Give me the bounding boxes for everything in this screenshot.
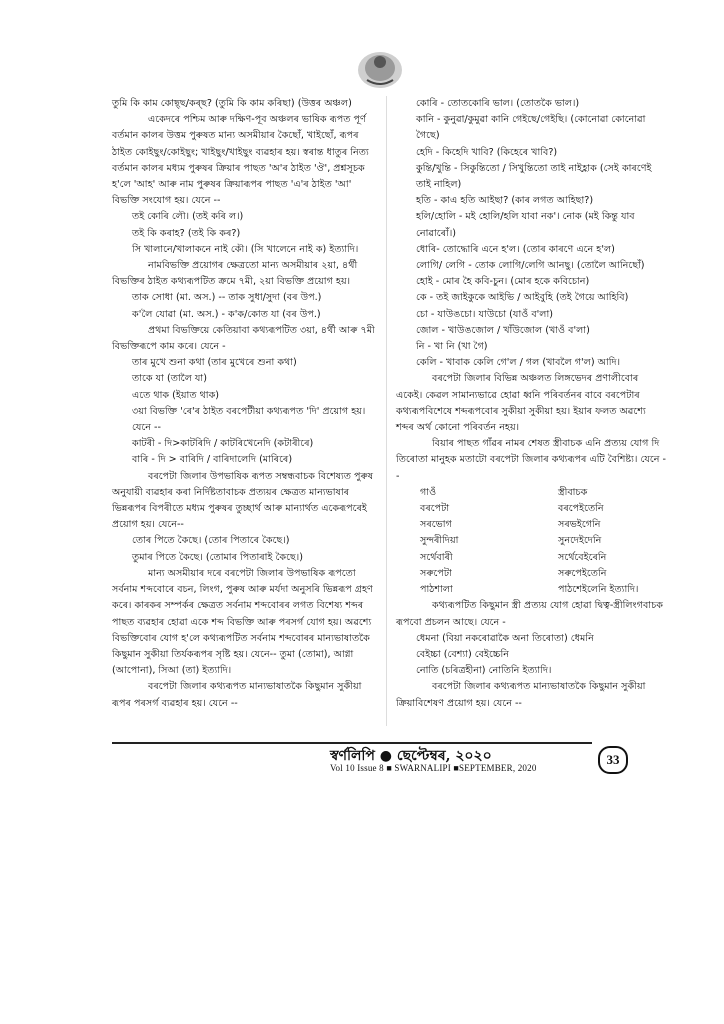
footer-issue-line: Vol 10 Issue 8 ■ SWARNALIPI ■SEPTEMBER, 2020 <box>330 763 537 773</box>
paragraph: কোৰি - তোতকোৰি ভাল। (তোতকৈ ভাল।) <box>416 98 580 109</box>
paragraph: বাৰি - দি > বাৰিদি / বাৰিদালেদি (মাৰিৰে) <box>132 454 293 466</box>
paragraph: তাৰ মুখে শুনা কথা (তাৰ মুখেৰে শুনা কথা) <box>132 357 297 369</box>
paragraph: বেইচ্চা (বেশ্যা) বেইচ্চেনি <box>416 648 510 660</box>
paragraph: মান্য অসমীয়াৰ দৰে বৰপেটা জিলাৰ উপভাষিক ৰূপতো সৰ্বনাম শব্দবোৰে বচন, লিংগ, পুৰুষ আৰু মৰ্যদা অনুসৰি ভিন্নৰূপ গ্ৰহণ কৰে। কাৰকৰ সম্পৰ্কৰ ক্ষেত্ৰত সৰ্বনাম শব্দবোৰৰ লগত বিশেষ্য শব্দৰ পাছত ব্যৱহাৰ হোৱা একে শব্দ বিভক্তি আৰু পৰসৰ্গ যোগ হয়। অৱশ্যে বিভক্তিবোৰ যোগ হ'লে কথ্যৰূপটিত সৰ্বনাম শব্দবোৰৰ মান্যভাষাতকৈ কিছুমান সুকীয়া তিৰ্যকৰূপৰ সৃষ্টি হয়। যেনে-- তুমা (তোমা), আগ্না (আপোনা), সিআ (তা) ইত্যাদি। <box>112 567 373 677</box>
paragraph: একেদৰে পশ্চিম আৰু দক্ষিণ-পূব অঞ্চলৰ ভাষিক ৰূপত পূৰ্ণ বৰ্তমান কালৰ উত্তম পুৰুষত মান্য অসমীয়াৰ কৈছোঁ, খাইছোঁ, ৰূপৰ ঠাইত কোইছুং/কোইছুং; খাইছুং/খাইছুং ব্যৱহাৰ হয়। স্বৰান্ত ধাতুৰ নিত্য বৰ্তমান কালৰ মধ্যম পুৰুষৰ ক্ৰিয়াৰ পাছত 'অ'ৰ ঠাইত 'ঔ', প্ৰশ্নসূচক হ'লে 'আহ' আৰু নাম পুৰুষৰ ক্ৰিয়াৰূপৰ পাছত 'এ'ৰ ঠাইত 'আ' বিভক্তি সংযোগ হয়। যেনে -- <box>112 114 369 207</box>
table-header: স্ত্ৰীবাচক <box>558 486 588 498</box>
paragraph: বৰপেটা জিলাৰ কথ্যৰূপত মান্যভাষাতকৈ কিছুমান সুকীয়া ক্ৰিয়াবিশেষণ প্ৰয়োগ হয়। যেনে -- <box>396 681 646 709</box>
paragraph: তই কি কৰাহ? (তই কি কৰ?) <box>132 227 241 239</box>
paragraph: ধোৰি- তোদ্ধোৰি এনে হ'ল। (তোৰ কাৰণে এনে হ'ল) <box>416 243 615 255</box>
right-column-part-a <box>396 96 666 485</box>
paragraph: তই কোৰি লৌ। (তই কৰি ল।) <box>132 211 244 223</box>
paragraph: ক'লৈ যোৱা (মা. অস.) - ক'ক/কোত যা (বৰ উপ.) <box>132 308 321 320</box>
sage-illustration-icon <box>355 48 405 90</box>
paragraph: বৰপেটা জিলাৰ কথ্যৰূপত মান্যভাষাতকৈ কিছুমান সুকীয়া ৰূপৰ পৰসৰ্গ ব্যৱহাৰ হয়। যেনে -- <box>112 681 362 709</box>
paragraph: নি - খা নি (খা গৈ) <box>416 341 488 353</box>
paragraph: তুমি কি কাম কোছ্ছ/কৰ্‌ছ? (তুমি কি কাম কৰিছা) (উত্তৰ অঞ্চল) <box>112 98 352 109</box>
table-cell: সুন্দৰীদিয়া <box>420 535 459 547</box>
paragraph: ধেমনা (বিয়া নকৰোৱাকৈ অনা তিৰোতা) ধেমনি <box>416 632 594 644</box>
paragraph: কুন্তি/খুন্তি - সিকুন্তিতো / সিখুন্তিতো তাই নাইহ্লাক (সেই কাৰণেই তাই নাহিল) <box>416 162 652 191</box>
paragraph: তোৰ পিতে কৈছে। (তোৰ পিতাৰে কৈছে।) <box>132 535 290 547</box>
paragraph: তাকে যা (তালৈ যা) <box>132 373 207 385</box>
table-cell: সুনদেইদেনি <box>558 535 602 547</box>
footer-title: স্বৰ্ণলিপি ● ছেপ্টেম্বৰ, ২০২০ <box>330 748 492 764</box>
table-cell: সৰভোগ <box>420 519 452 531</box>
paragraph: লোগি/ লেগি - তোক লোগি/লেগি আনছু। (তোলৈ আনিছোঁ) <box>416 260 645 272</box>
paragraph: প্ৰথমা বিভক্তিয়ে কেতিয়াবা কথ্যৰূপটিত ৩য়া, ৪ৰ্থী আৰু ৭মী বিভক্তিৰূপে কাম কৰে। যেনে - <box>112 324 375 353</box>
paragraph: এতে থাক (ইয়াত থাক) <box>132 389 220 401</box>
right-column-part-b <box>396 598 666 711</box>
paragraph: কাটৰী - দি>কাটৰিদি / কাটৰিখেনেদি (কটাৰীৰে) <box>132 438 314 450</box>
paragraph: নোতি (চৰিত্ৰহীনা) নোতিনি ইত্যাদি। <box>416 665 552 677</box>
paragraph: সি খালানে/খালাকনে নাই কৌ। (সি খালেনে নাই ক) ইত্যাদি। <box>132 243 359 255</box>
left-column <box>112 96 380 712</box>
table-cell: বৰপেইতেনি <box>558 503 604 515</box>
paragraph: নামবিভক্তি প্ৰয়োগৰ ক্ষেত্ৰতো মান্য অসমীয়াৰ ২য়া, ৪ৰ্থী বিভক্তিৰ ঠাইত কথ্যৰূপটিত ক্ৰমে ৭মী, ২য়া বিভক্তি প্ৰয়োগ হয়। <box>112 260 358 288</box>
paragraph: তাক সোধা (মা. অস.) -- তাক সুধা/সুদা (বৰ উপ.) <box>132 292 322 304</box>
table-header: গাওঁ <box>420 486 437 498</box>
paragraph: তুমাৰ পিতে কৈছে। (তোমাৰ পিতাৰাই কৈছে।) <box>132 551 303 563</box>
page-number: 33 <box>598 746 628 774</box>
table-cell: সৰ্থেবাৰী <box>420 551 453 563</box>
paragraph: হোই - মোৰ হৈ কবি-চুন। (মোৰ হকে কবিচোন) <box>416 276 590 288</box>
paragraph: ৩য়া বিভক্তি 'ৰে'ৰ ঠাইত বৰপেটীয়া কথ্যৰূপত 'দি' প্ৰয়োগ হয়। যেনে -- <box>132 405 366 434</box>
paragraph: হতি - কাএ হতি আইছা? (কাৰ লগত আহিছা?) <box>416 195 594 207</box>
right-column <box>396 96 666 712</box>
paragraph: বৰপেটা জিলাৰ উপভাষিক ৰূপত সম্বন্ধবাচক বিশেষ্যত পুৰুষ অনুযায়ী ব্যৱহাৰ কৰা নিৰ্দিষ্টতাবাচক প্ৰত্যয়ৰ ক্ষেত্ৰত মান্যভাষাৰ ভিন্নৰূপৰ বিপৰীতে মধ্যম পুৰুষৰ তুচ্ছাৰ্থ আৰু মান্যাৰ্থত একেৰূপৰেই প্ৰয়োগ হয়। যেনে-- <box>112 470 374 531</box>
table-cell: পাঠশালা <box>420 584 453 596</box>
paragraph: চো - যাউঙচো। যাউচো (যাওঁ ব'লা) <box>416 308 553 320</box>
paragraph: কথ্যৰূপটিত কিছুমান স্ত্ৰী প্ৰত্যয় যোগ হোৱা দ্বিত্ব-স্ত্ৰীলিংগবাচক ৰূপবো প্ৰচলন আছে। যেনে - <box>396 600 663 628</box>
table-cell: সৰুপেটা <box>420 567 452 579</box>
table-cell: সৰুপেইতেনি <box>558 567 607 579</box>
paragraph: কেলি - খাবাক কেলি গে'ল / গল (খাবলৈ গ'ল) আদি। <box>416 357 621 369</box>
paragraph: হলি/হোলি - মই হোলি/হলি যাবা নক'। নোক (মই কিন্তু যাব নোৱাৰোঁ।) <box>416 211 635 239</box>
gender-table <box>396 485 666 598</box>
paragraph: জোল - খাউঙজোল / খাঁউজোল (খাওঁ ব'লা) <box>416 324 590 336</box>
table-cell: পাঠশেইলেনি ইত্যাদি। <box>558 584 639 596</box>
paragraph: হেদি - কিহেদি খাবি? (কিহেৰে খাবি?) <box>416 146 558 158</box>
paragraph: বিয়াৰ পাছত গাঁৱৰ নামৰ শেষত স্ত্ৰীবাচক এনি প্ৰত্যয় যোগ দি তিৰোতা মানুহক মতাটো বৰপেটা জিলাৰ কথ্যৰূপৰ এটি বৈশিষ্ট্য। যেনে -- <box>396 438 666 482</box>
paragraph: কানি - কুনুৱা/কুমুৱা কানি গেইছে/গেইছি। (কোনোৱা কোনোৱা গৈছে) <box>416 114 646 142</box>
table-cell: সৰভইগেনি <box>558 519 601 531</box>
paragraph: বৰপেটা জিলাৰ বিভিন্ন অঞ্চলত লিঙ্গভেদৰ প্ৰণালীবোৰ একেই। কেৱল সামান্যভাৱে হোৱা ধ্বনি পৰিবৰ্তনৰ বাবে বৰপেটাৰ কথ্যৰূপবিশেষে শব্দৰূপবোৰ সুকীয়া সুকীয়া হয়। ইয়াৰ ফলত অৱশ্যে শব্দৰ অৰ্থ কোনো পৰিবৰ্তন নহয়। <box>396 373 646 434</box>
column-divider <box>386 96 387 726</box>
paragraph: কে - তই জাইকুকে আইভি / আইবুহি (তই গৈয়ে আহিবি) <box>416 292 629 304</box>
table-cell: বৰপেটা <box>420 503 450 515</box>
table-cell: সৰ্থেবেইৰেনি <box>558 551 607 563</box>
